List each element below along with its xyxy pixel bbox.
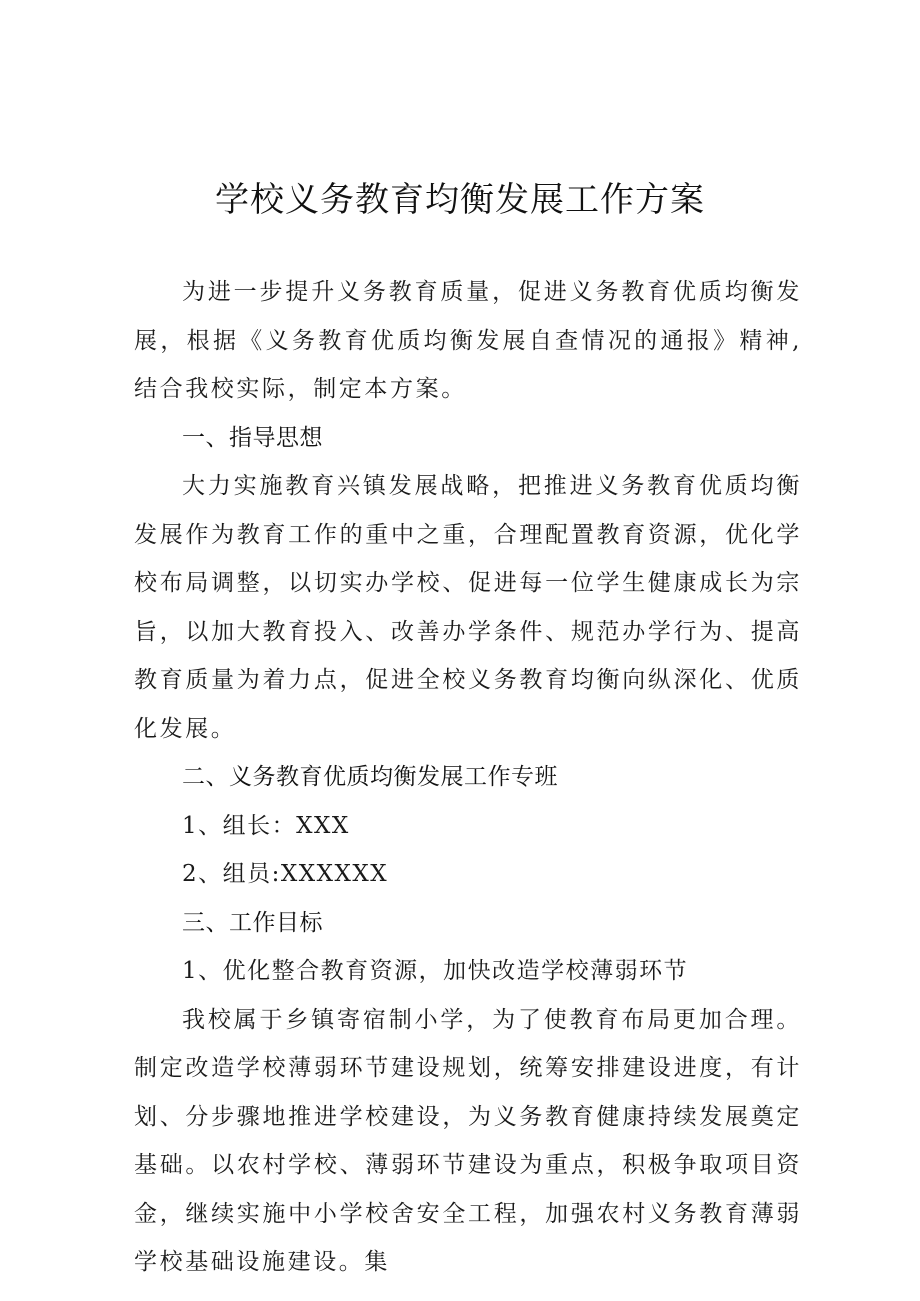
- document-body: [134, 268, 802, 1287]
- goal-subheading: 1、优化整合教育资源，加快改造学校薄弱环节: [182, 958, 689, 984]
- team-members-line: 2、组员:XXXXXX: [182, 861, 389, 887]
- team-leader-line: 1、组长：XXX: [182, 812, 350, 839]
- guiding-ideology-paragraph: 大力实施教育兴镇发展战略，把推进义务教育优质均衡发展作为教育工作的重中之重，合理配置教育资源，优化学校布局调整，以切实办学校、促进每一位学生健康成长为宗旨，以加大教育投入、改善办学条件、规范办学行为、提高教育质量为着力点，促进全校义务教育均衡向纵深化、优质化发展。: [134, 473, 802, 742]
- document-title: 学校义务教育均衡发展工作方案: [215, 180, 705, 220]
- goal-paragraph: 我校属于乡镇寄宿制小学，为了使教育布局更加合理。制定改造学校薄弱环节建设规划，统筹安排建设进度，有计划、分步骤地推进学校建设，为义务教育健康持续发展奠定基础。以农村学校、薄弱环节建设为重点，积极争取项目资金，继续实施中小学校舍安全工程，加强农村义务教育薄弱学校基础设施建设。集: [134, 1006, 802, 1275]
- section-heading-guiding-ideology: 一、指导思想: [182, 424, 323, 451]
- section-heading-work-team: 二、义务教育优质均衡发展工作专班: [182, 764, 558, 790]
- section-heading-work-goals: 三、工作目标: [182, 909, 323, 936]
- intro-paragraph: 为进一步提升义务教育质量，促进义务教育优质均衡发展，根据《义务教育优质均衡发展自查情况的通报》精神,结合我校实际，制定本方案。: [134, 279, 802, 402]
